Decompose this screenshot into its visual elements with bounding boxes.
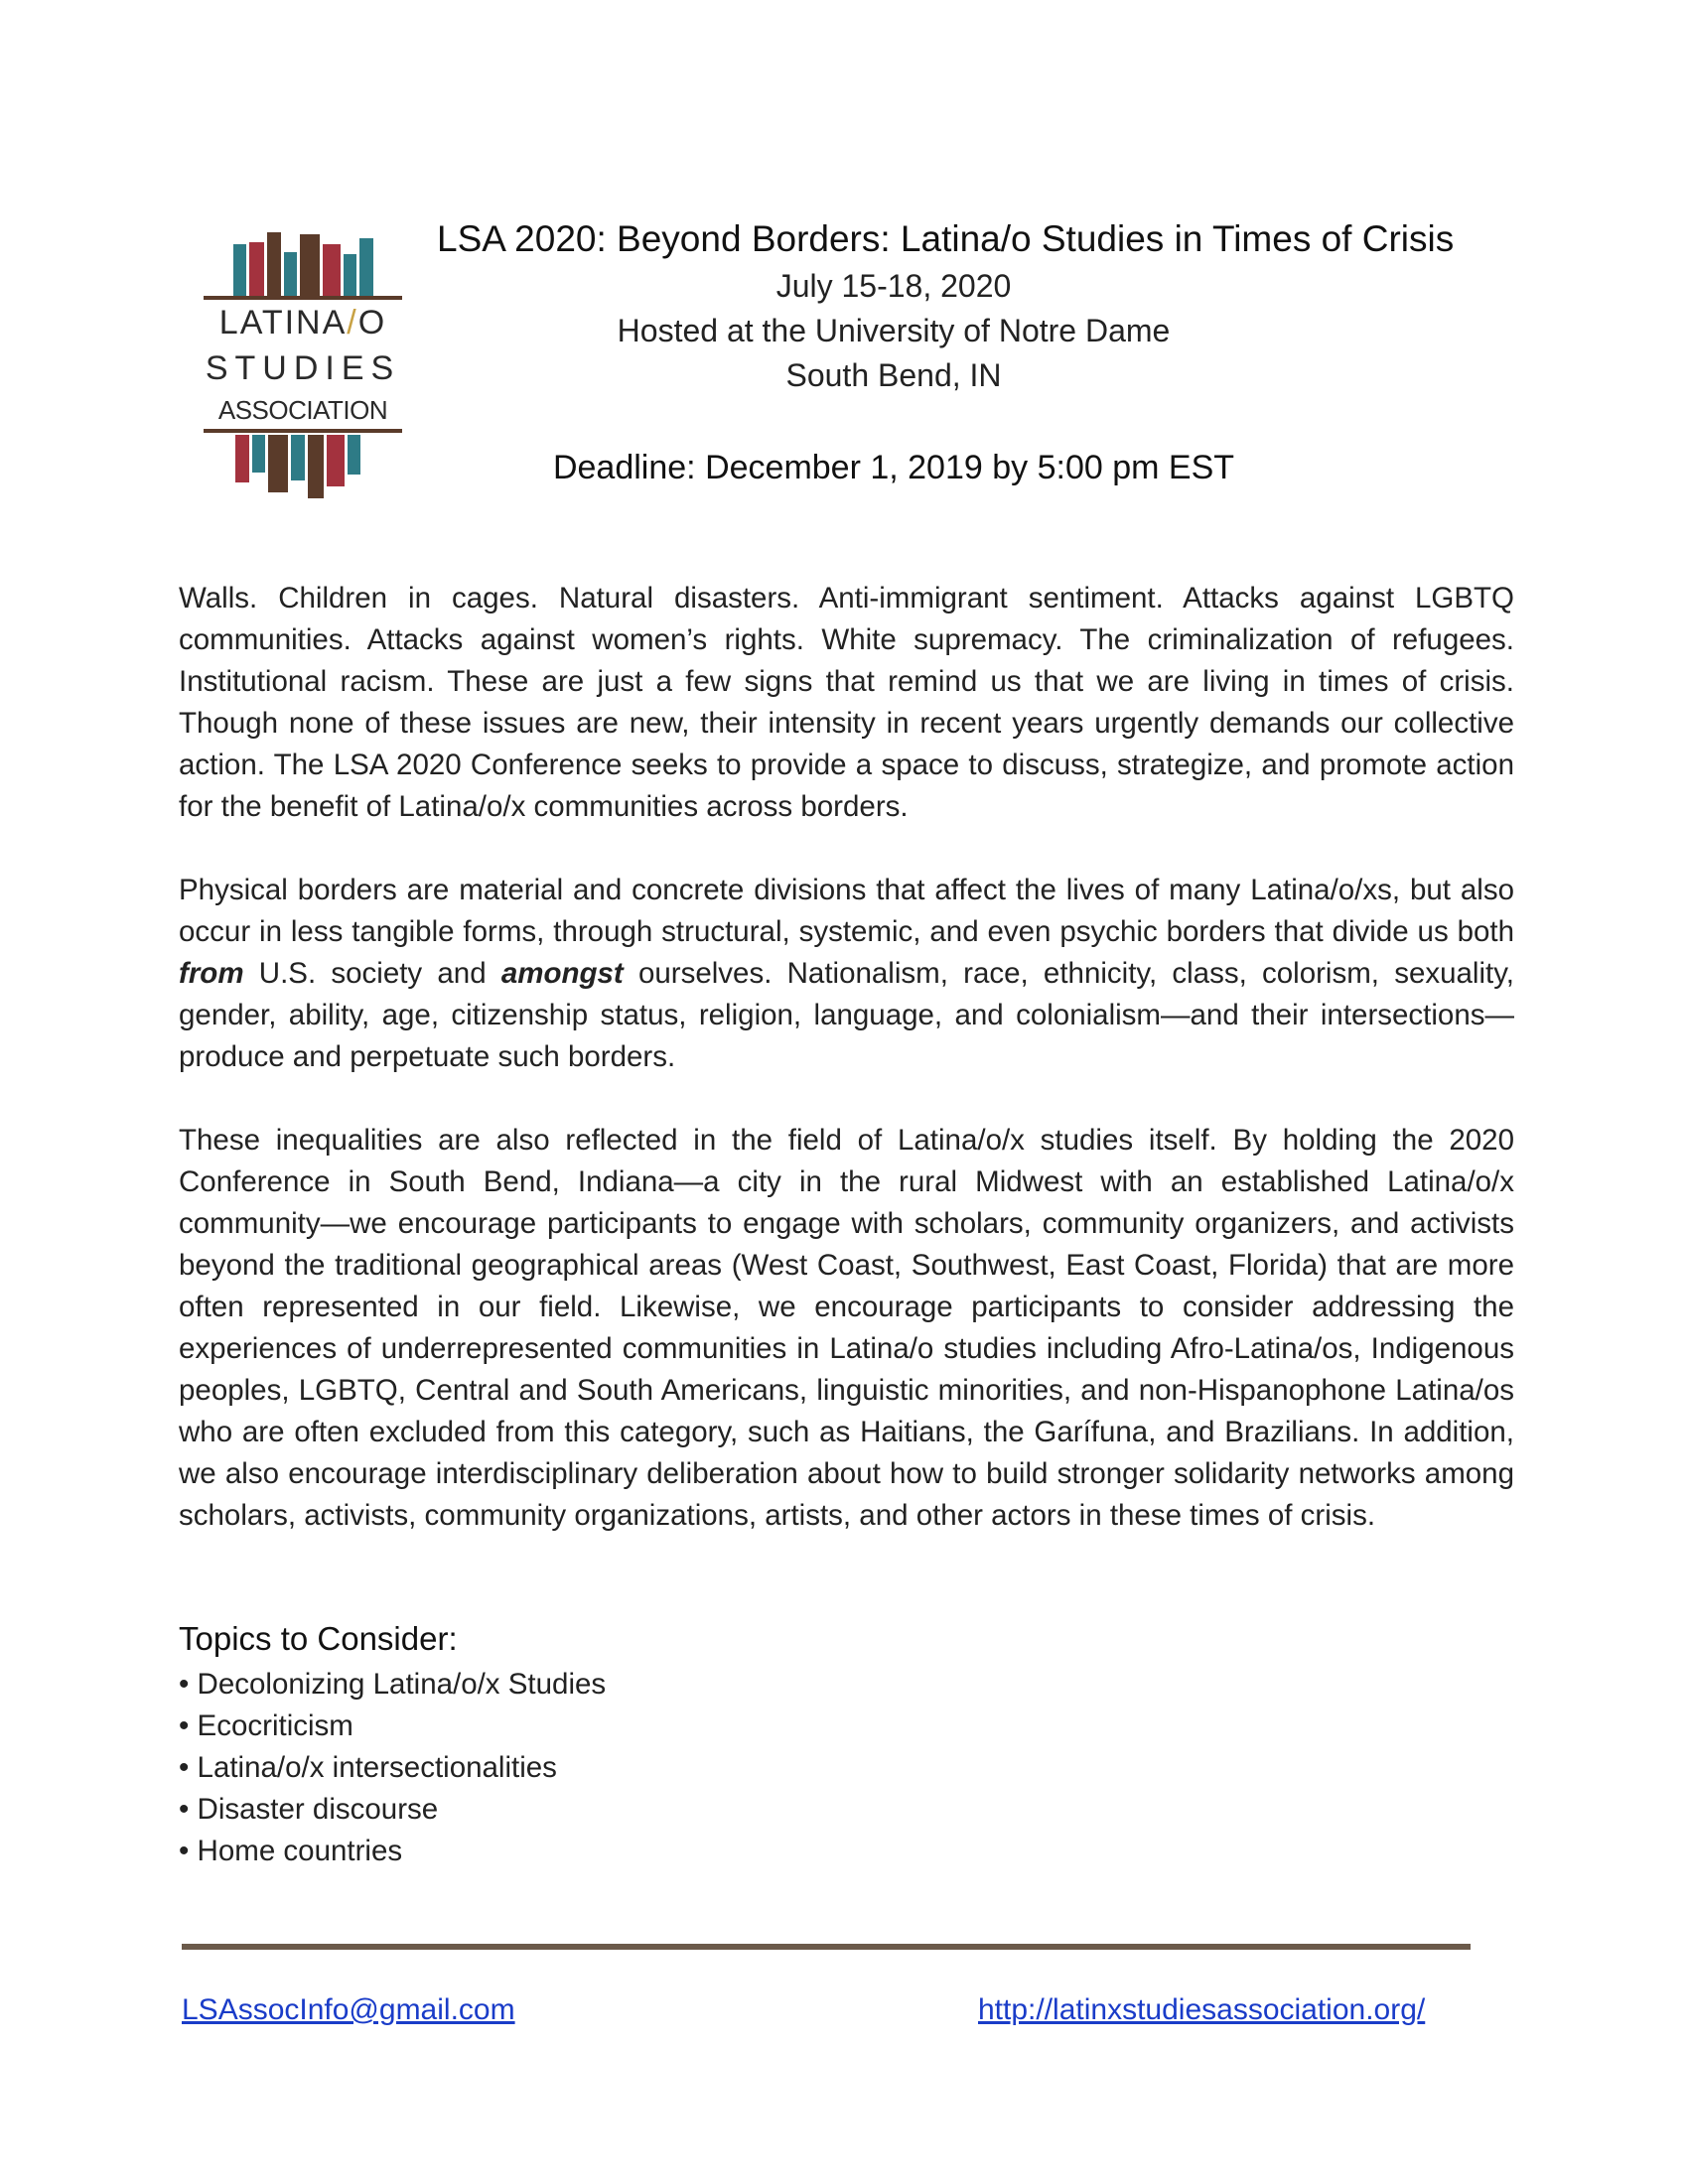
topics-list	[179, 1664, 606, 1872]
footer-divider	[182, 1944, 1471, 1950]
conference-location: South Bend, IN	[785, 357, 1002, 393]
logo-rule-bottom	[204, 429, 402, 433]
email-link[interactable]: LSAssocInfo@gmail.com	[182, 1993, 515, 2026]
paragraph-borders	[179, 870, 1514, 1078]
logo-bar	[233, 244, 246, 296]
conference-dates: July 15-18, 2020	[775, 268, 1012, 304]
conference-host: Hosted at the University of Notre Dame	[617, 313, 1171, 348]
logo-bar	[323, 244, 341, 296]
paragraph-borders-part: Physical borders are material and concrete divisions that affect the lives of many Latina/o/xs, but also occur in less tangible forms, through structural, systemic, and even psychic borders that divide us both	[179, 874, 1514, 948]
paragraph-inequalities	[179, 1120, 1514, 1537]
page-title: LSA 2020: Beyond Borders: Latina/o Studies in Times of Crisis	[437, 218, 1455, 259]
paragraph-borders-part: U.S. society and	[243, 957, 501, 990]
logo-text-latinao: LATINA/O	[218, 304, 387, 341]
list-item: • Decolonizing Latina/o/x Studies	[179, 1664, 606, 1706]
website-link[interactable]: http://latinxstudiesassociation.org/	[978, 1993, 1426, 2026]
deadline: Deadline: December 1, 2019 by 5:00 pm EST	[552, 449, 1235, 486]
paragraph-intro-text: Walls. Children in cages. Natural disasters. Anti-immigrant sentiment. Attacks against LGBTQ communities. Attacks against women’s rights. White supremacy. The criminalization of refugees. Institutional racism. These are just a few signs that remind us that we are living in times of crisis. Though none of these issues are new, their intensity in recent years urgently demands our collective action. The LSA 2020 Conference seeks to provide a space to discuss, strategize, and promote action for the benefit of Latina/o/x communities across borders.	[179, 582, 1514, 823]
list-item: • Home countries	[179, 1831, 606, 1872]
emphasis-from: from	[179, 957, 244, 990]
logo-bar	[308, 435, 324, 498]
logo-bar	[291, 435, 305, 480]
logo-bar	[267, 232, 281, 296]
emphasis-amongst: amongst	[500, 957, 624, 990]
logo-bar	[249, 242, 264, 296]
logo-bar	[300, 234, 320, 296]
paragraph-borders-text	[179, 870, 1514, 1078]
list-item: • Disaster discourse	[179, 1789, 606, 1831]
paragraph-borders-part: ourselves. Nationalism, race, ethnicity, class, colorism, sexuality, gender, ability, age, citizenship status, religion, language, and colonialism—and their intersections—produce and perpetuate such borders.	[179, 957, 1514, 1073]
logo-text-association: ASSOCIATION	[217, 395, 388, 425]
logo-bar	[252, 435, 265, 473]
logo-bar	[235, 435, 249, 482]
list-item: • Latina/o/x intersectionalities	[179, 1747, 606, 1789]
paragraph-inequalities-text: These inequalities are also reflected in the field of Latina/o/x studies itself. By holding the 2020 Conference in South Bend, Indiana—a city in the rural Midwest with an established Latina/o/x community—we encourage participants to engage with scholars, community organizers, and activists beyond the traditional geographical areas (West Coast, Southwest, East Coast, Florida) that are more often represented in our field. Likewise, we encourage participants to consider addressing the experiences of underrepresented communities in Latina/o studies including Afro-Latina/os, Indigenous peoples, LGBTQ, Central and South Americans, linguistic minorities, and non-Hispanophone Latina/os who are often excluded from this category, such as Haitians, the Garífuna, and Brazilians. In addition, we also encourage interdisciplinary deliberation about how to build stronger solidarity networks among scholars, activists, community organizations, artists, and other actors in these times of crisis.	[179, 1124, 1514, 1532]
logo-text-studies: STUDIES	[205, 349, 401, 387]
logo-bar	[284, 252, 297, 296]
paragraph-intro	[179, 578, 1514, 828]
logo-bar	[327, 435, 345, 486]
topics-heading: Topics to Consider:	[179, 1620, 458, 1657]
logo-bar	[268, 435, 288, 492]
list-item: • Ecocriticism	[179, 1706, 606, 1747]
